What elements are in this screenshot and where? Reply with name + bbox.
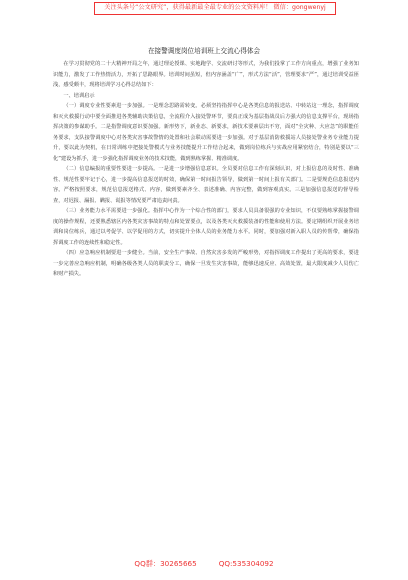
body-paragraph-4: （四）应急响应机制要进一步健全。当前，安全生产事故、自然灾害多发的严峻形势，对指挥调度工作提出了更高的要求，要进一步完善应急响应机制，明确各级各类人员的职责分工，确保一旦发生灾害事故，能够迅速反应、高效处置，最大限度减少人员伤亡和财产损失。 <box>53 250 359 277</box>
body-paragraph-3: （三）业务能力水平需要进一步强化。指挥中心作为一个综合性的部门，要求人员具备很强的专业知识，不仅要熟练掌握接警调度的操作规程，还要熟悉辖区内各类灾害事故的特点和处置要点，以及各类灭火救援装备的性能和使用方法。要定期组织开展业务培训和岗位练兵，通过以考促学、以学促用的方式，切实提升全体人员的业务能力水平。同时，要加强对新入职人员的传帮带，确保指挥调度工作的连续性和稳定性。 <box>53 208 359 246</box>
body-paragraph-2: （二）信息编报的重要性要进一步提高。一是进一步增强信息意识。全员要对信息工作有深刻认识，对上报信息的及时性、准确性、规范性要牢记于心，进一步提高信息报送的时效，确保第一时间报告领导，做到第一时间上报有关部门。二是要规范信息报送内容。严格按照要求，规范信息报送格式、内容，做到要素齐全、表述准确、内容完整，做到客观真实。三是加强信息报送的督导检查，对迟报、漏报、瞒报、谎报等情况要严肃追责问责。 <box>53 166 359 204</box>
qq-number-text: QQ:535304092 <box>218 559 274 568</box>
document-body <box>53 59 359 280</box>
promo-banner-text: 关注头条号“公文研究”，获得最新最全最专业的公文资料库！ 微信：gongwenyj <box>104 4 326 12</box>
footer-contact <box>0 560 408 567</box>
qq-group-text: QQ群：30265665 <box>134 559 197 568</box>
section-heading: 一、培训启示 <box>63 92 95 99</box>
document-title: 在接警调度岗位培训班上交流心得体会 <box>147 47 261 55</box>
promo-banner <box>94 2 336 15</box>
intro-paragraph: 在学习贯彻党的二十大精神开局之年，通过理论授课、实地跑学、交流研讨等形式，为我们投掌了工作方向重点，增强了业务知识能力，激发了工作热情活力，开拓了思路眼界。培训时间虽短，但内容涵盖“广”，形式方法“活”，管理要求“严”，通过培训受益匪浅，感受颇丰，现将培训学习心得总结如下： <box>53 61 359 88</box>
body-paragraph-1: （一）调度专业性要素进一步加强。一是理念思路需转变。必须坚持指挥中心是各类信息的报送站、中转站这一理念，指挥调度和灭火救援行动中要全面推进各类辅助决策信息，全流程介入接处警环节，要真正成为基层指战员后方强大的信息支撑平台，现场指挥决策的参谋助手。二是指警调度意识要加强。新形势下，新业态、新要求，新技术要素层出不穷，面对“全灾种、大应急”的职能任务要求，支队接警调度中心对各类灾害事故警情的处置和社会联动需要进一步加强。对于基层消防救援站人员接处警业务专业能力提升，要以此为契机，在日常训练中把接处警模式与业务技能提升工作结合起来，做到岗位练兵与实战应用紧密结合，特别是要以“三化”建设为抓手，进一步强化指挥调度业务的技术技能，做到熟练掌握、精准调度。 <box>53 103 359 162</box>
